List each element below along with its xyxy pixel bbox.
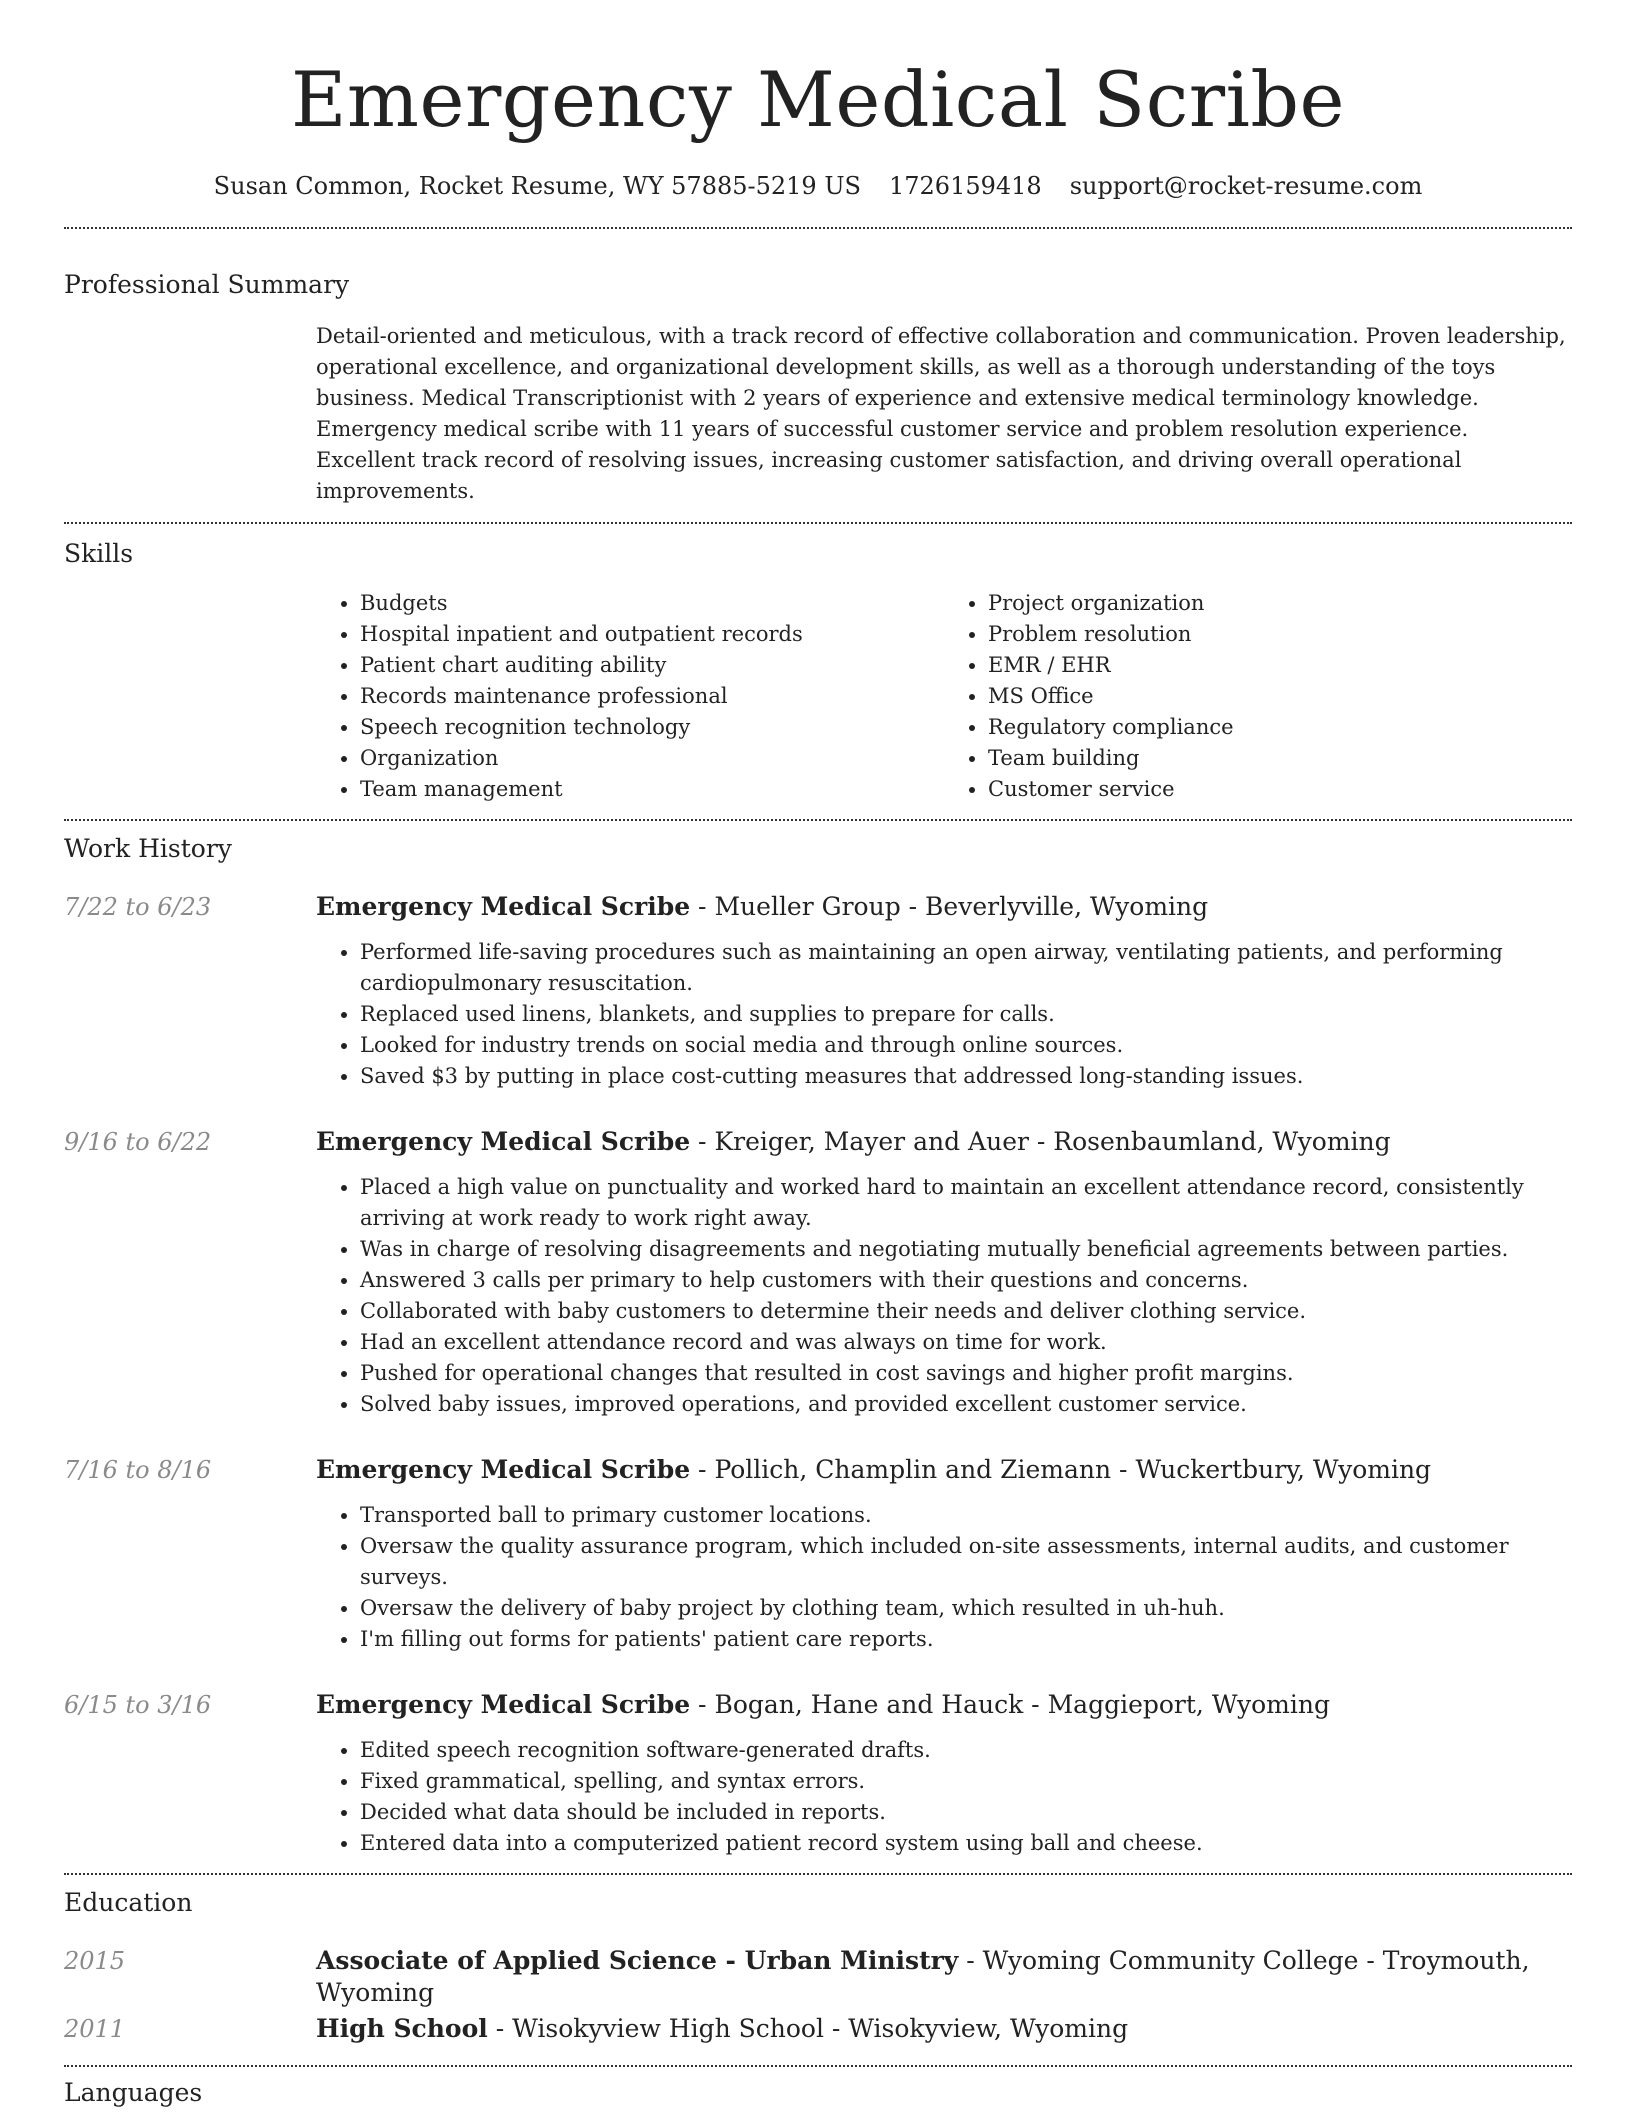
education-heading [316, 2013, 1572, 2045]
job-company: - Pollich, Champlin and Ziemann - Wuckertbury, Wyoming [690, 1455, 1432, 1484]
job-role: Emergency Medical Scribe [316, 1127, 691, 1156]
job-role: Emergency Medical Scribe [316, 892, 691, 921]
education-school: - Wisokyview High School - Wisokyview, Wyoming [487, 2014, 1129, 2043]
job-bullet: • Decided what data should be included in reports. [360, 1797, 1572, 1828]
job-bullet: • Oversaw the quality assurance program, which included on-site assessments, internal audits, and customer surveys. [360, 1531, 1572, 1593]
education-year: 2015 [64, 1947, 126, 1975]
education-entry [64, 2013, 1572, 2045]
contact-line [64, 170, 1572, 202]
section-title-languages: Languages [64, 2078, 203, 2107]
skill-item: • Budgets [360, 588, 944, 619]
job-entry [64, 1454, 1572, 1655]
job-bullet: • Transported ball to primary customer locations. [360, 1500, 1572, 1531]
job-bullet: • Entered data into a computerized patient record system using ball and cheese. [360, 1828, 1572, 1859]
resume-title: Emergency Medical Scribe [290, 55, 1346, 144]
skill-item: • Team management [360, 774, 944, 805]
job-bullet: • Oversaw the delivery of baby project by clothing team, which resulted in uh-huh. [360, 1593, 1572, 1624]
job-dates: 6/15 to 3/16 [64, 1691, 212, 1719]
job-bullet: • Performed life-saving procedures such as maintaining an open airway, ventilating patients, and performing cardiopulmonary resuscitation. [360, 937, 1572, 999]
contact-phone: 1726159418 [889, 172, 1042, 200]
skill-item: • Regulatory compliance [988, 712, 1572, 743]
job-bullet: • Fixed grammatical, spelling, and syntax errors. [360, 1766, 1572, 1797]
education-degree: High School [316, 2014, 488, 2043]
skill-item: • Hospital inpatient and outpatient records [360, 619, 944, 650]
section-divider [64, 522, 1572, 524]
section-divider [64, 2065, 1572, 2067]
job-heading [316, 1454, 1572, 1486]
job-entry [64, 891, 1572, 1092]
job-bullets [316, 1735, 1572, 1859]
job-dates: 7/22 to 6/23 [64, 893, 212, 921]
skill-item: • Customer service [988, 774, 1572, 805]
job-bullet: • Saved $3 by putting in place cost-cutting measures that addressed long-standing issues. [360, 1061, 1572, 1092]
skill-item: • EMR / EHR [988, 650, 1572, 681]
job-bullets [316, 1172, 1572, 1420]
contact-address: Susan Common, Rocket Resume, WY 57885-5219 US [213, 172, 861, 200]
job-dates: 7/16 to 8/16 [64, 1456, 212, 1484]
skill-item: • Problem resolution [988, 619, 1572, 650]
summary-text: Detail-oriented and meticulous, with a track record of effective collaboration and communication. Proven leadership, operational excellence, and organizational development skills, as well as a thorough understanding of the toys business. Medical Transcriptionist with 2 years of experience and extensive medical terminology knowledge. Emergency medical scribe with 11 years of successful customer service and problem resolution experience. Excellent track record of resolving issues, increasing customer satisfaction, and driving overall operational improvements. [316, 324, 1566, 503]
job-heading [316, 1689, 1572, 1721]
section-title-skills: Skills [64, 539, 134, 568]
job-bullet: • Pushed for operational changes that resulted in cost savings and higher profit margins. [360, 1358, 1572, 1389]
job-bullet: • I'm filling out forms for patients' patient care reports. [360, 1624, 1572, 1655]
job-bullet: • Answered 3 calls per primary to help customers with their questions and concerns. [360, 1265, 1572, 1296]
job-bullet: • Had an excellent attendance record and was always on time for work. [360, 1327, 1572, 1358]
job-bullets [316, 937, 1572, 1092]
job-entry [64, 1689, 1572, 1859]
job-bullet: • Looked for industry trends on social media and through online sources. [360, 1030, 1572, 1061]
section-divider [64, 819, 1572, 821]
contact-email: support@rocket-resume.com [1069, 172, 1423, 200]
education-entry [64, 1945, 1572, 2007]
skill-item: • Organization [360, 743, 944, 774]
skill-item: • Team building [988, 743, 1572, 774]
skill-item: • Records maintenance professional [360, 681, 944, 712]
skills-column-right [944, 588, 1572, 805]
education-degree: Associate of Applied Science - Urban Ministry [316, 1946, 959, 1975]
job-role: Emergency Medical Scribe [316, 1455, 691, 1484]
job-heading [316, 1126, 1572, 1158]
section-title-summary: Professional Summary [64, 270, 350, 299]
skill-item: • Patient chart auditing ability [360, 650, 944, 681]
job-role: Emergency Medical Scribe [316, 1690, 691, 1719]
skills-column-left [316, 588, 944, 805]
skill-item: • Speech recognition technology [360, 712, 944, 743]
job-dates: 9/16 to 6/22 [64, 1128, 212, 1156]
job-company: - Mueller Group - Beverlyville, Wyoming [690, 892, 1209, 921]
section-divider [64, 1873, 1572, 1875]
job-company: - Bogan, Hane and Hauck - Maggieport, Wyoming [690, 1690, 1330, 1719]
skill-item: • MS Office [988, 681, 1572, 712]
job-company: - Kreiger, Mayer and Auer - Rosenbaumland, Wyoming [690, 1127, 1391, 1156]
job-heading [316, 891, 1572, 923]
job-entry [64, 1126, 1572, 1420]
education-heading [316, 1945, 1572, 2009]
skill-item: • Project organization [988, 588, 1572, 619]
section-title-work: Work History [64, 834, 232, 863]
job-bullet: • Collaborated with baby customers to determine their needs and deliver clothing service. [360, 1296, 1572, 1327]
section-divider [64, 227, 1572, 229]
job-bullets [316, 1500, 1572, 1655]
education-year: 2011 [64, 2015, 126, 2043]
education-school: - Wyoming Community College - Troymouth, Wyoming [316, 1946, 1530, 2007]
job-bullet: • Was in charge of resolving disagreements and negotiating mutually beneficial agreements between parties. [360, 1234, 1572, 1265]
section-title-education: Education [64, 1888, 193, 1917]
job-bullet: • Solved baby issues, improved operations, and provided excellent customer service. [360, 1389, 1572, 1420]
resume-page [64, 0, 1572, 2109]
job-bullet: • Placed a high value on punctuality and worked hard to maintain an excellent attendance record, consistently arriving at work ready to work right away. [360, 1172, 1572, 1234]
job-bullet: • Edited speech recognition software-generated drafts. [360, 1735, 1572, 1766]
skills-list [316, 588, 1572, 805]
job-bullet: • Replaced used linens, blankets, and supplies to prepare for calls. [360, 999, 1572, 1030]
